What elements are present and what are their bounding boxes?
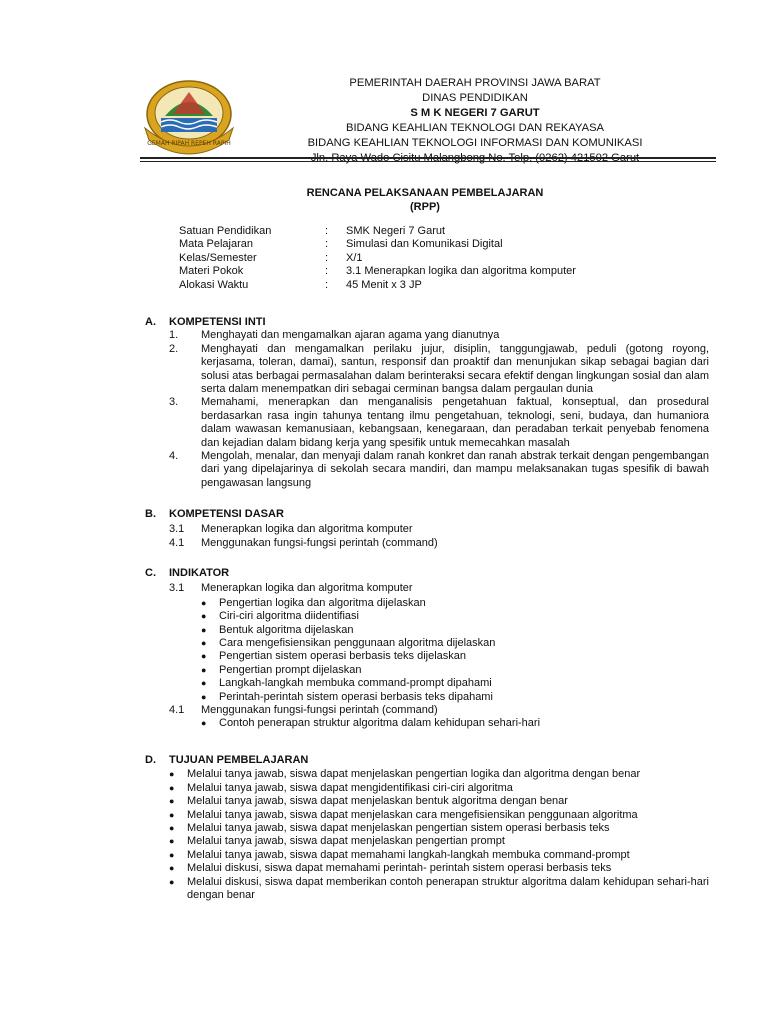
section-title: TUJUAN PEMBELAJARAN — [169, 754, 309, 766]
bullet-text: Pengertian prompt dijelaskan — [219, 663, 362, 676]
item-number: 4.1 — [169, 704, 185, 717]
item-number: 2. — [169, 342, 179, 355]
bullet-icon: ● — [201, 597, 207, 608]
identity-label: Satuan Pendidikan — [179, 225, 272, 237]
bullet-text: Melalui tanya jawab, siswa dapat mengidentifikasi ciri-ciri algoritma — [187, 781, 513, 794]
document-title-line-1: RENCANA PELAKSANAAN PEMBELAJARAN — [306, 187, 544, 199]
bullet-icon: ● — [169, 769, 175, 780]
item-text: Mengolah, menalar, dan menyaji dalam ranah konkret dan ranah abstrak terkait dengan pengembangan dari yang dipelajarinya di sekolah secara mandiri, dan mampu melaksanakan tugas spesifik di bawah pengawasan langsung — [201, 450, 709, 489]
list-item — [169, 537, 709, 550]
bullet-text: Pengertian logika dan algoritma dijelaskan — [219, 596, 426, 609]
bullet-icon: ● — [201, 678, 207, 689]
identity-label: Alokasi Waktu — [179, 278, 249, 291]
bullet-item — [201, 677, 709, 690]
identity-separator: : — [325, 278, 329, 291]
identity-row — [179, 252, 576, 265]
letterhead-rule-thin — [140, 161, 716, 162]
bullet-text: Pengertian sistem operasi berbasis teks dijelaskan — [219, 650, 467, 663]
letterhead-line-4: BIDANG KEAHLIAN TEKNOLOGI DAN REKAYASA — [345, 122, 604, 134]
bullet-item — [169, 809, 709, 822]
section-heading — [145, 754, 709, 767]
identity-label: Mata Pelajaran — [179, 238, 253, 251]
section-heading — [145, 316, 709, 329]
identity-row — [179, 279, 576, 292]
bullet-item — [201, 664, 709, 677]
bullet-text: Melalui tanya jawab, siswa dapat memahami langkah-langkah membuka command-prompt — [187, 848, 630, 861]
bullet-item — [169, 768, 709, 781]
identity-separator: : — [325, 238, 329, 251]
bullet-icon: ● — [169, 823, 175, 834]
letterhead-address: Jln. Raya Wado Cisitu Malangbong No. Telp. (0262) 421502 Garut — [310, 152, 640, 164]
section-title: KOMPETENSI INTI — [169, 316, 266, 328]
bullet-text: Cara mengefisiensikan penggunaan algoritma dijelaskan — [219, 637, 496, 650]
bullet-text: Bentuk algoritma dijelaskan — [219, 623, 354, 636]
list-item — [169, 704, 709, 717]
bullet-icon: ● — [169, 809, 175, 820]
bullet-icon: ● — [169, 836, 175, 847]
section-letter: D. — [145, 754, 156, 766]
bullet-item — [169, 795, 709, 808]
item-number: 4.1 — [169, 536, 185, 549]
section-tujuan-pembelajaran — [145, 754, 709, 902]
bullet-icon: ● — [169, 782, 175, 793]
list-item — [169, 450, 709, 490]
bullet-item — [169, 849, 709, 862]
item-number: 1. — [169, 329, 179, 342]
bullet-item — [201, 624, 709, 637]
identity-value: SMK Negeri 7 Garut — [346, 225, 446, 237]
letterhead-school-name: S M K NEGERI 7 GARUT — [410, 107, 540, 119]
list-item — [169, 329, 709, 342]
item-number: 3. — [169, 396, 179, 409]
identity-row — [179, 238, 576, 251]
bullet-item — [201, 691, 709, 704]
bullet-icon: ● — [169, 796, 175, 807]
letterhead-rule-thick — [140, 157, 716, 159]
item-text: Menerapkan logika dan algoritma komputer — [201, 523, 413, 536]
item-number: 3.1 — [169, 523, 185, 536]
bullet-text: Melalui diskusi, siswa dapat memahami perintah- perintah sistem operasi berbasis teks — [187, 862, 612, 875]
bullet-text: Melalui tanya jawab, siswa dapat menjelaskan pengertian logika dan algoritma dengan benar — [187, 768, 641, 781]
item-text: Memahami, menerapkan dan menganalisis pengetahuan faktual, konseptual, dan prosedural berdasarkan rasa ingin tahunya tentang ilmu pengetahuan, teknologi, seni, budaya, dan humaniora dalam wawasan kemanusiaan, kebangsaan, kenegaraan, dan peradaban terkait penyebab fenomena dan kejadian dalam bidang kerja yang spesifik untuk memecahkan masalah — [201, 396, 709, 449]
section-letter: A. — [145, 316, 156, 328]
bullet-text: Melalui tanya jawab, siswa dapat menjelaskan bentuk algoritma dengan benar — [187, 795, 568, 808]
bullet-item — [201, 637, 709, 650]
item-text: Menggunakan fungsi-fungsi perintah (command) — [201, 704, 438, 717]
section-title: KOMPETENSI DASAR — [169, 508, 284, 520]
letterhead-line-1: PEMERINTAH DAERAH PROVINSI JAWA BARAT — [349, 77, 601, 89]
list-item — [169, 523, 709, 536]
identity-separator: : — [325, 265, 329, 278]
list-item — [169, 343, 709, 397]
bullet-icon: ● — [169, 876, 175, 887]
identity-table — [179, 225, 576, 292]
bullet-text: Langkah-langkah membuka command-prompt dipahami — [219, 677, 492, 690]
item-text: Menghayati dan mengamalkan ajaran agama yang dianutnya — [201, 329, 500, 342]
identity-label: Materi Pokok — [179, 265, 244, 278]
identity-value: 45 Menit x 3 JP — [346, 278, 422, 291]
section-kompetensi-dasar — [145, 508, 709, 550]
bullet-item — [201, 597, 709, 610]
bullet-icon: ● — [201, 624, 207, 635]
bullet-text: Melalui tanya jawab, siswa dapat menjelaskan pengertian sistem operasi berbasis teks — [187, 822, 610, 835]
section-indikator — [145, 567, 709, 731]
bullet-icon: ● — [201, 691, 207, 702]
bullet-icon: ● — [169, 863, 175, 874]
bullet-text: Melalui tanya jawab, siswa dapat menjelaskan pengertian prompt — [187, 835, 505, 848]
bullet-item — [201, 610, 709, 623]
identity-value: 3.1 Menerapkan logika dan algoritma komputer — [346, 265, 576, 278]
identity-separator: : — [325, 251, 329, 264]
item-text: Menerapkan logika dan algoritma komputer — [201, 582, 413, 595]
bullet-item — [169, 862, 709, 875]
bullet-text: Ciri-ciri algoritma diidentifiasi — [219, 610, 359, 623]
identity-label: Kelas/Semester — [179, 251, 257, 264]
section-letter: C. — [145, 567, 156, 579]
letterhead — [255, 76, 695, 166]
document-title — [0, 186, 768, 214]
list-item — [169, 582, 709, 595]
section-heading — [145, 508, 709, 521]
bullet-text: Melalui tanya jawab, siswa dapat menjelaskan cara mengefisiensikan penggunaan algoritma — [187, 808, 638, 821]
identity-value: Simulasi dan Komunikasi Digital — [346, 238, 503, 251]
item-text: Menghayati dan mengamalkan perilaku jujur, disiplin, tanggungjawab, peduli (gotong royong, kerjasama, toleran, damai), santun, responsif dan proaktif dan menunjukan sikap sebagai bagian dari solusi atas berbagai permasalahan dalam berinteraksi secara efektif dengan lingkungan sosial dan alam serta dalam menempatkan diri sebagai cerminan bangsa dalam pergaulan dunia — [201, 342, 709, 396]
section-kompetensi-inti — [145, 316, 709, 490]
bullet-item — [169, 876, 709, 903]
list-item — [169, 396, 709, 450]
identity-row — [179, 265, 576, 278]
item-number: 3.1 — [169, 582, 185, 595]
bullet-item — [201, 717, 709, 730]
item-number: 4. — [169, 450, 179, 463]
identity-separator: : — [325, 225, 329, 237]
document-title-line-2: (RPP) — [410, 201, 440, 213]
bullet-icon: ● — [201, 664, 207, 675]
identity-value: X/1 — [346, 251, 363, 264]
section-title: INDIKATOR — [169, 567, 230, 579]
bullet-icon: ● — [201, 718, 207, 729]
section-letter: B. — [145, 508, 156, 520]
bullet-item — [201, 650, 709, 663]
item-text: Menggunakan fungsi-fungsi perintah (command) — [201, 536, 438, 549]
bullet-icon: ● — [201, 638, 207, 649]
logo-motto: GEMAH RIPAH REPEH RAPIH — [147, 140, 231, 147]
bullet-icon: ● — [169, 849, 175, 860]
bullet-icon: ● — [201, 611, 207, 622]
bullet-item — [169, 835, 709, 848]
identity-row — [179, 225, 576, 238]
bullet-item — [169, 822, 709, 835]
bullet-text: Melalui diskusi, siswa dapat memberikan contoh penerapan struktur algoritma dalam kehidupan sehari-hari dengan benar — [187, 875, 709, 902]
bullet-icon: ● — [201, 651, 207, 662]
province-emblem-logo — [143, 78, 235, 156]
letterhead-line-2: DINAS PENDIDIKAN — [422, 92, 528, 104]
bullet-text: Contoh penerapan struktur algoritma dalam kehidupan sehari-hari — [219, 717, 541, 730]
bullet-item — [169, 782, 709, 795]
bullet-text: Perintah-perintah sistem operasi berbasis teks dipahami — [219, 690, 493, 703]
letterhead-line-5: BIDANG KEAHLIAN TEKNOLOGI INFORMASI DAN KOMUNIKASI — [307, 137, 643, 149]
section-heading — [145, 567, 709, 580]
